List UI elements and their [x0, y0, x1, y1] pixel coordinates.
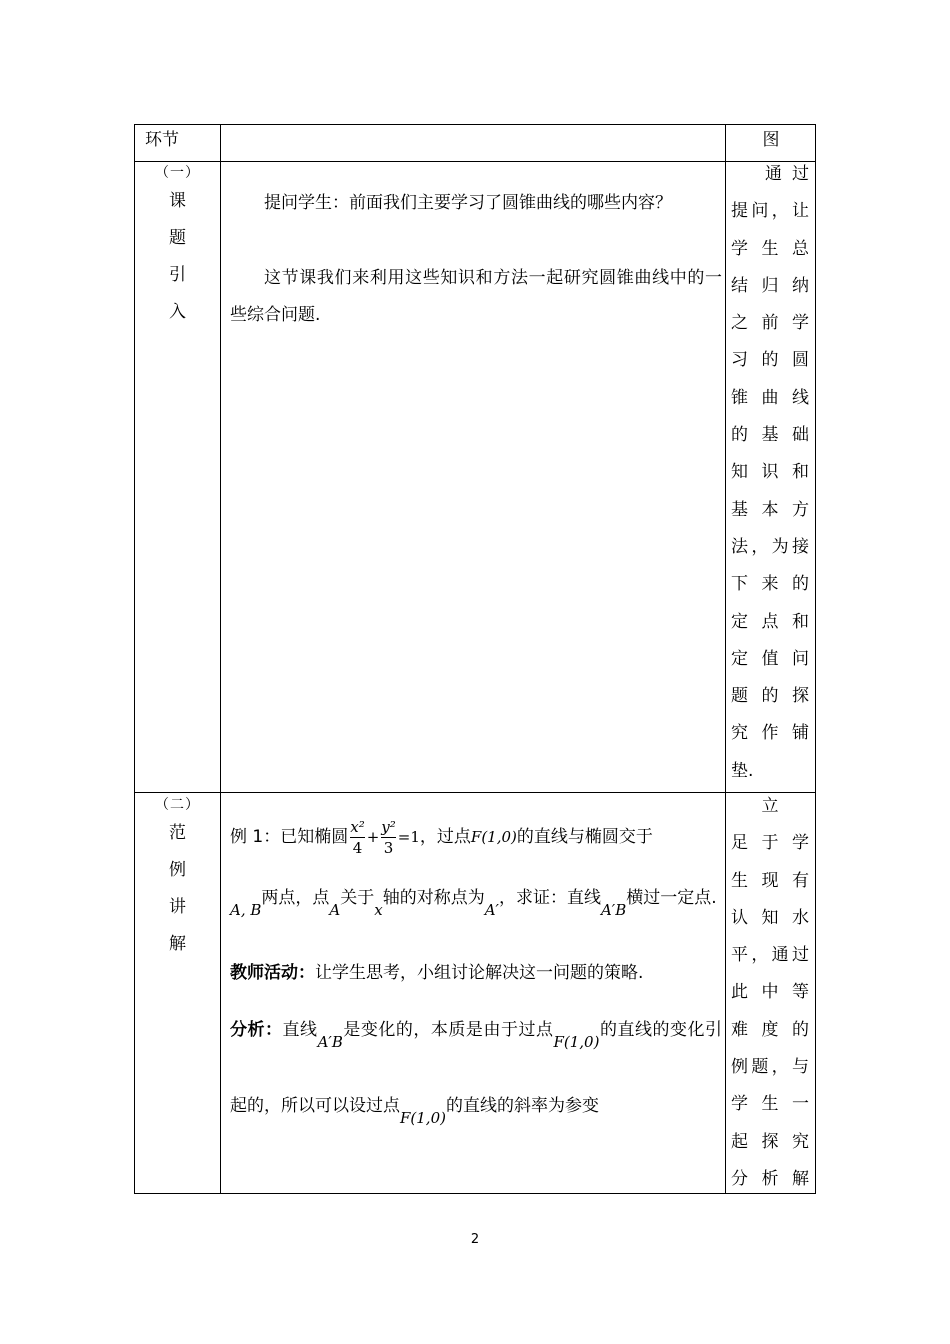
section1-content	[230, 185, 722, 334]
section2-char: 讲	[169, 897, 186, 917]
math-point-A-prime: A′	[484, 901, 499, 919]
example-text: ，过点	[419, 827, 471, 847]
fraction-x2-over-4	[350, 817, 364, 858]
side-note-line: 究 作 铺	[731, 723, 809, 744]
teacher-activity-label: 教师活动：	[230, 963, 315, 983]
example-line-2	[230, 873, 722, 923]
example-label: 例 1	[230, 827, 264, 847]
side-note-line: 法，为接	[731, 536, 809, 557]
section1-char: 入	[169, 302, 186, 322]
side-note-line: 此 中 等	[731, 982, 809, 1003]
section2-number: （二）	[155, 797, 200, 813]
section2-side-note	[731, 788, 809, 1198]
section2-char: 例	[169, 860, 186, 880]
example-text: 关于	[340, 888, 375, 908]
section2-char: 解	[169, 934, 186, 954]
side-note-line: 学 生 一	[731, 1094, 809, 1115]
side-note-line: 定 值 问	[731, 648, 809, 669]
side-note-line: 垫.	[731, 760, 754, 781]
math-var-x: x	[374, 901, 383, 919]
header-col1: 环节	[145, 130, 179, 150]
fraction-numerator: y²	[381, 817, 396, 836]
section1-paragraph-1: 提问学生：前面我们主要学习了圆锥曲线的哪些内容？	[264, 193, 672, 213]
math-point-A: A	[329, 901, 341, 919]
math-line-AB: A′B	[317, 1033, 343, 1051]
example-text: 的直线与椭圆交于	[516, 827, 653, 847]
analysis-text: 直线	[282, 1020, 318, 1040]
example-line-1	[230, 801, 722, 873]
analysis	[230, 992, 722, 1144]
side-note-line: 难 度 的	[731, 1019, 809, 1040]
math-equals: =1	[397, 828, 420, 846]
math-point-F: F(1,0)	[400, 1109, 446, 1127]
column-divider-1	[220, 125, 221, 1193]
fraction-denominator: 4	[352, 838, 363, 857]
section1-label	[135, 163, 220, 331]
lesson-table	[134, 124, 816, 1194]
math-operator: +	[366, 828, 380, 846]
fraction-denominator: 3	[383, 838, 394, 857]
section1-number: （一）	[155, 165, 200, 181]
side-note-line: 起 探 究	[731, 1131, 809, 1152]
side-note-line: 例题，与	[731, 1057, 809, 1078]
example-text: 两点，点	[261, 888, 330, 908]
math-point-F: F(1,0)	[470, 828, 517, 846]
side-note-line: 立	[761, 796, 779, 816]
analysis-text: 的直线的变化引起的，所以可以设过点	[230, 1020, 723, 1116]
side-note-line: 的 基 础	[731, 425, 809, 446]
section1-char: 引	[169, 265, 186, 285]
header-col3: 图	[762, 130, 780, 150]
side-note-line: 结 归 纳	[731, 275, 809, 296]
section1-char: 课	[169, 191, 186, 211]
side-note-line: 提问，让	[731, 201, 809, 222]
teacher-activity	[230, 955, 722, 992]
side-note-line: 足 于 学	[731, 833, 809, 854]
side-note-line: 分 析 解	[731, 1168, 809, 1189]
analysis-text: 的直线的斜率为参变	[445, 1096, 599, 1116]
math-points-AB: A, B	[230, 901, 262, 919]
math-line-AB: A′B	[600, 901, 627, 919]
section2-content	[230, 801, 722, 1144]
side-note-line: 学 生 总	[731, 238, 809, 259]
fraction-numerator: x²	[350, 817, 365, 836]
side-note-line: 基 本 方	[731, 499, 809, 520]
side-note-line: 生 现 有	[731, 870, 809, 891]
analysis-text: 是变化的，本质是由于过点	[342, 1020, 554, 1040]
side-note-line: 下 来 的	[731, 574, 809, 595]
side-note-line: 锥 曲 线	[731, 387, 809, 408]
section1-char: 题	[169, 228, 186, 248]
analysis-label: 分析：	[230, 1020, 283, 1040]
side-note-line: 定 点 和	[731, 611, 809, 632]
side-note-line: 习 的 圆	[731, 350, 809, 371]
side-note-line: 认 知 水	[731, 907, 809, 928]
side-note-line: 题 的 探	[731, 686, 809, 707]
section-divider	[135, 792, 815, 793]
section1-paragraph-2: 这节课我们来利用这些知识和方法一起研究圆锥曲线中的一些综合问题.	[230, 268, 722, 325]
column-divider-2	[725, 125, 726, 1193]
side-note-line: 平，通过	[731, 945, 809, 966]
teacher-activity-text: 让学生思考，小组讨论解决这一问题的策略.	[315, 963, 644, 983]
example-text: 横过一定点.	[626, 888, 717, 908]
section1-side-note	[731, 156, 809, 790]
side-note-line: 知 识 和	[731, 462, 809, 483]
example-text: ，求证：直线	[498, 888, 601, 908]
section2-label	[135, 795, 220, 963]
section2-char: 范	[169, 823, 186, 843]
example-text: ：已知椭圆	[263, 827, 349, 847]
page-number: 2	[470, 1232, 480, 1247]
math-point-F: F(1,0)	[553, 1033, 600, 1051]
example-text: 轴的对称点为	[382, 888, 485, 908]
side-note-line: 通 过	[765, 164, 809, 184]
header-row-divider	[135, 161, 815, 162]
side-note-line: 之 前 学	[731, 313, 809, 334]
fraction-y2-over-3	[381, 817, 396, 858]
